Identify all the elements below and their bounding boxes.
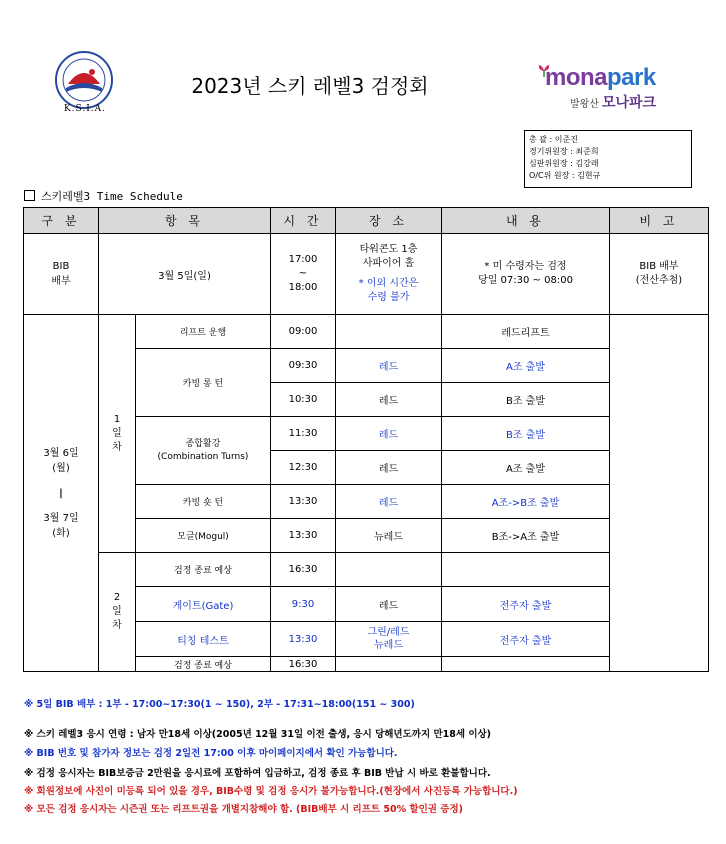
- note-line: ※ BIB 번호 및 참가자 정보는 검정 2일전 17:00 이후 마이페이지에서 확인 가능합니다.: [24, 748, 398, 759]
- item-cell: 카빙 롱 턴: [136, 349, 271, 417]
- bib-label: BIB 배부: [24, 234, 99, 315]
- time-cell: 12:30: [271, 451, 336, 485]
- bib-note: BIB 배부 (전산추첨): [610, 234, 709, 315]
- bib-time: 17:00 ~ 18:00: [271, 234, 336, 315]
- content-cell: B조 출발: [442, 383, 610, 417]
- place-cell: 레드: [336, 451, 442, 485]
- schedule-heading: 스키레벨3 Time Schedule: [24, 188, 183, 204]
- header-cell: 시 간: [271, 208, 336, 234]
- content-cell: A조 출발: [442, 451, 610, 485]
- day1-cell: 1 일 차: [99, 315, 136, 553]
- content-cell: A조 출발: [442, 349, 610, 383]
- place-cell: 레드: [336, 383, 442, 417]
- content-cell: [442, 657, 610, 672]
- staff-line: O/C위 원장 : 김현규: [529, 171, 601, 180]
- content-cell: 레드리프트: [442, 315, 610, 349]
- time-cell: 09:30: [271, 349, 336, 383]
- place-cell: 레드: [336, 485, 442, 519]
- day2-cell: 2 일 차: [99, 553, 136, 672]
- time-cell: 09:00: [271, 315, 336, 349]
- content-cell: B조 출발: [442, 417, 610, 451]
- note-line: ※ 5일 BIB 배부 : 1부 - 17:00~17:30(1 ~ 150), 2부 - 17:31~18:00(151 ~ 300): [24, 699, 415, 710]
- note-line: ※ 스키 레벨3 응시 연령 : 남자 만18세 이상(2005년 12월 31일 이전 출생, 응시 당해년도까지 만18세 이상): [24, 729, 492, 740]
- bib-row: [24, 234, 709, 315]
- item-cell: 모글(Mogul): [136, 519, 271, 553]
- staff-line: 경기위원장 : 최준희: [529, 147, 599, 156]
- header-cell: 항 목: [99, 208, 271, 234]
- place-cell: 레드: [336, 587, 442, 622]
- ksia-text: K.S.I.A.: [63, 104, 107, 114]
- item-cell: 검정 종료 예상: [136, 553, 271, 587]
- item-cell: 리프트 운행: [136, 315, 271, 349]
- staff-box: [524, 130, 692, 188]
- place-cell: [336, 657, 442, 672]
- note-line: ※ 회원정보에 사진이 미등록 되어 있을 경우, BIB수령 및 검정 응시가 불가능합니다.(현장에서 사진등록 가능합니다.): [24, 786, 518, 797]
- bib-content: * 미 수령자는 검정 당일 07:30 ~ 08:00: [442, 234, 610, 315]
- schedule-table: [23, 207, 709, 672]
- time-cell: 13:30: [271, 519, 336, 553]
- time-cell: 13:30: [271, 485, 336, 519]
- header-cell: 비 고: [610, 208, 709, 234]
- item-cell: 카빙 숏 턴: [136, 485, 271, 519]
- bib-date: 3월 5일(일): [99, 234, 271, 315]
- time-cell: 16:30: [271, 657, 336, 672]
- content-cell: [442, 553, 610, 587]
- table-row: [24, 553, 709, 587]
- brand-logo: monapark: [545, 64, 656, 91]
- staff-line: 심판위원장 : 김강래: [529, 159, 599, 168]
- item-cell: 티칭 테스트: [136, 622, 271, 657]
- table-header-row: [24, 208, 709, 234]
- bib-place: 타워콘도 1층 사파이어 홀 * 이외 시간은 수령 불가: [336, 234, 442, 315]
- time-cell: 10:30: [271, 383, 336, 417]
- table-row: [24, 315, 709, 349]
- place-cell: 뉴레드: [336, 519, 442, 553]
- staff-line: 총 괄 : 이준진: [529, 135, 578, 144]
- note-line: ※ 검정 응시자는 BIB보증금 2만원을 응시료에 포함하여 입금하고, 검정 종료 후 BIB 반납 시 바로 환불합니다.: [24, 768, 491, 779]
- date-cell: 3월 6일 (월) | 3월 7일 (화): [24, 315, 99, 672]
- brand-korean: 발왕산 모나파크: [570, 95, 657, 111]
- note-line: ※ 모든 검정 응시자는 시즌권 또는 리프트권을 개별지참해야 함. (BIB배부 시 리프트 50% 할인권 증정): [24, 804, 463, 815]
- header-cell: 내 용: [442, 208, 610, 234]
- page-title: 2023년 스키 레벨3 검정회: [191, 74, 429, 98]
- item-cell: 종합활강 (Combination Turns): [136, 417, 271, 485]
- time-cell: 9:30: [271, 587, 336, 622]
- content-cell: B조->A조 출발: [442, 519, 610, 553]
- note-cell: [610, 315, 709, 672]
- place-cell: 그린/레드 뉴레드: [336, 622, 442, 657]
- header-cell: 구 분: [24, 208, 99, 234]
- place-cell: 레드: [336, 417, 442, 451]
- place-cell: [336, 553, 442, 587]
- item-cell: 게이트(Gate): [136, 587, 271, 622]
- item-cell: 검정 종료 예상: [136, 657, 271, 672]
- checkbox-icon: [24, 190, 35, 201]
- time-cell: 16:30: [271, 553, 336, 587]
- content-cell: 전주자 출발: [442, 622, 610, 657]
- content-cell: 전주자 출발: [442, 587, 610, 622]
- header-cell: 장 소: [336, 208, 442, 234]
- content-cell: A조->B조 출발: [442, 485, 610, 519]
- time-cell: 11:30: [271, 417, 336, 451]
- place-cell: 레드: [336, 349, 442, 383]
- time-cell: 13:30: [271, 622, 336, 657]
- place-cell: [336, 315, 442, 349]
